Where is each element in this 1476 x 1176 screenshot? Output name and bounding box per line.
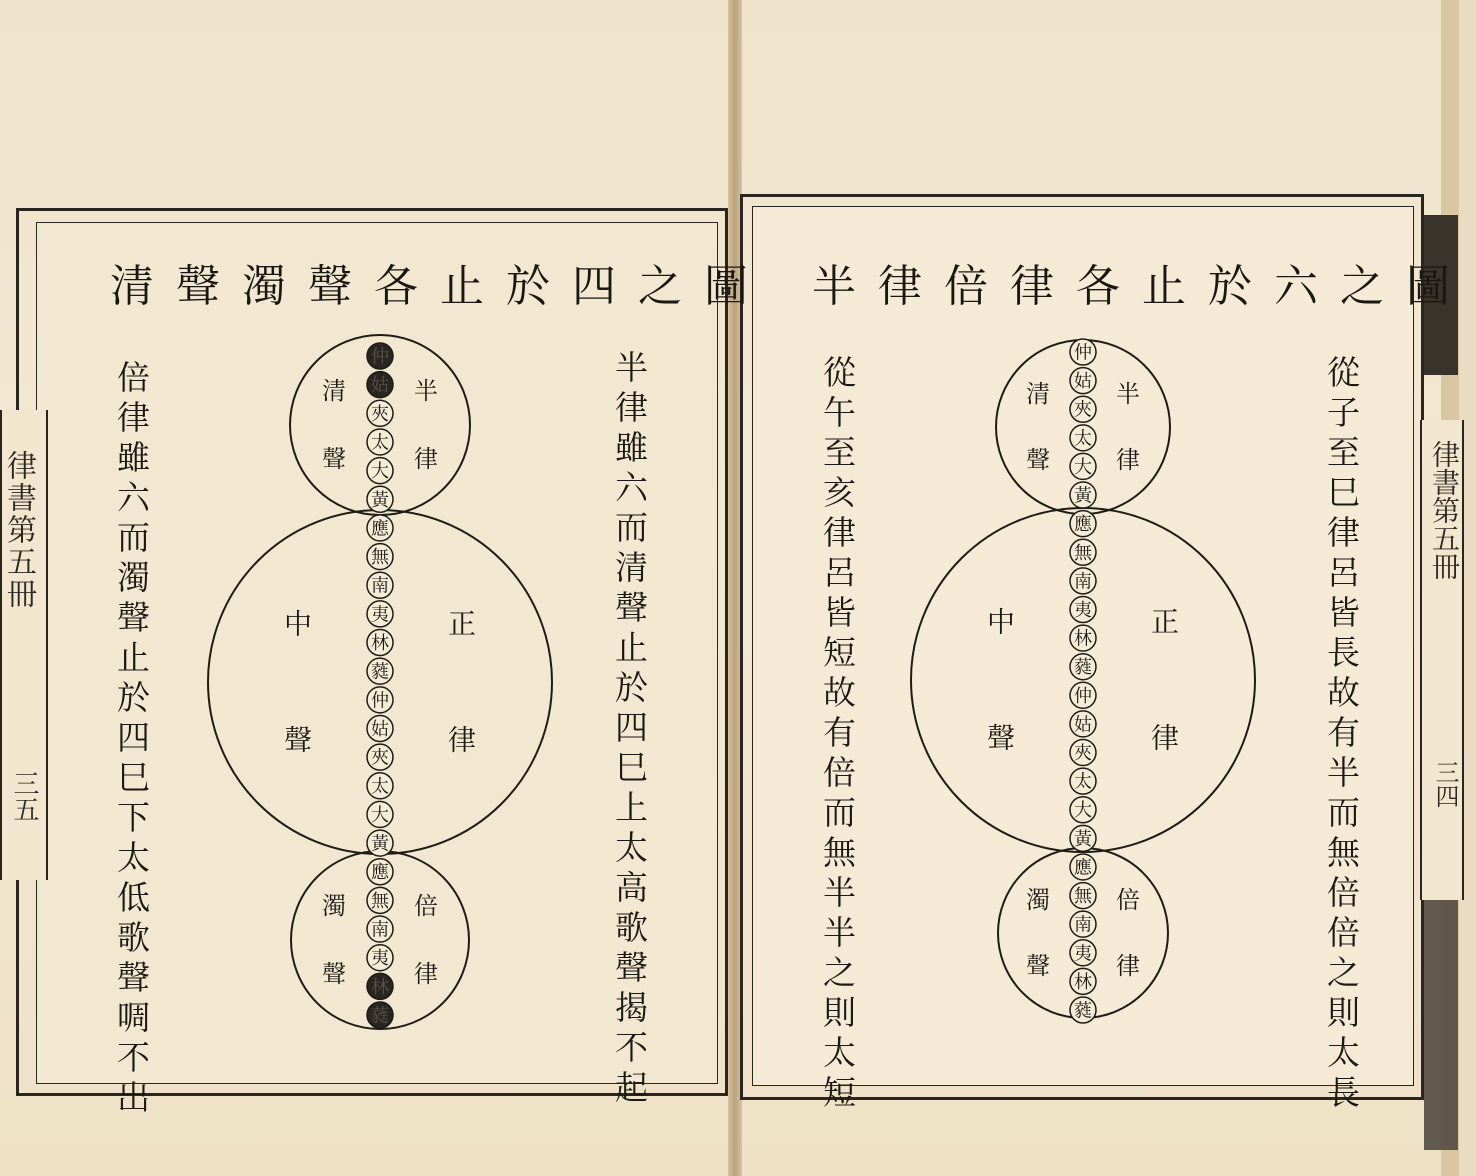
right-middle-label: 聲 bbox=[986, 721, 1016, 755]
right-note-11: 林 bbox=[1074, 628, 1092, 650]
right-note-19: 應 bbox=[1074, 857, 1092, 879]
right-top-label: 律 bbox=[1116, 446, 1140, 474]
left-note-7: 應 bbox=[371, 518, 389, 540]
left-note-22: 夷 bbox=[371, 948, 389, 970]
left-note-16: 太 bbox=[371, 776, 389, 798]
left-bottom-label: 倍 bbox=[414, 892, 438, 920]
left-note-3: 夾 bbox=[371, 403, 389, 425]
left-note-4: 太 bbox=[371, 432, 389, 454]
left-note-20: 無 bbox=[371, 890, 389, 912]
left-note-8: 無 bbox=[371, 547, 389, 569]
right-note-4: 太 bbox=[1074, 428, 1092, 450]
right-note-7: 應 bbox=[1074, 514, 1092, 536]
left-top-label: 半 bbox=[414, 377, 438, 405]
left-note-5: 大 bbox=[371, 461, 389, 483]
left-note-23: 林 bbox=[371, 976, 389, 998]
right-bottom-label: 濁 bbox=[1026, 886, 1050, 914]
right-note-12: 蕤 bbox=[1074, 657, 1092, 679]
left-top-label: 清 bbox=[322, 377, 346, 405]
right-note-6: 黃 bbox=[1074, 485, 1092, 507]
right-note-1: 仲 bbox=[1074, 342, 1092, 364]
left-note-18: 黃 bbox=[371, 833, 389, 855]
right-note-16: 太 bbox=[1074, 771, 1092, 793]
right-note-20: 無 bbox=[1074, 886, 1092, 908]
right-note-5: 大 bbox=[1074, 456, 1092, 478]
right-middle-label: 律 bbox=[1150, 721, 1180, 755]
left-page-right-note: 半律雖六而清聲止於四巳上太高歌聲揭不起 bbox=[610, 350, 649, 1110]
right-note-18: 黃 bbox=[1074, 828, 1092, 850]
right-bottom-label: 倍 bbox=[1116, 886, 1140, 914]
right-middle-label: 正 bbox=[1150, 605, 1180, 639]
left-page-number: 三五 bbox=[9, 770, 39, 822]
right-page-number: 三四 bbox=[1431, 760, 1459, 808]
right-note-2: 姑 bbox=[1074, 371, 1092, 393]
right-note-10: 夷 bbox=[1074, 599, 1092, 621]
right-note-9: 南 bbox=[1074, 571, 1092, 593]
left-note-13: 仲 bbox=[371, 690, 389, 712]
right-page-right-note: 從子至巳律呂皆長故有半而無倍倍之則太長 bbox=[1322, 355, 1361, 1115]
left-top-label: 律 bbox=[414, 445, 438, 473]
left-bottom-label: 律 bbox=[414, 960, 438, 988]
right-page-title: 半律倍律各止於六之圖 bbox=[812, 261, 1472, 312]
right-note-22: 夷 bbox=[1074, 943, 1092, 965]
left-page-left-note: 倍律雖六而濁聲止於四巳下太低歌聲啁不出 bbox=[112, 360, 151, 1120]
left-note-11: 林 bbox=[371, 633, 389, 655]
left-note-24: 蕤 bbox=[371, 1005, 389, 1027]
left-note-19: 應 bbox=[371, 862, 389, 884]
left-note-17: 大 bbox=[371, 804, 389, 826]
left-bottom-label: 濁 bbox=[322, 892, 346, 920]
left-page-title: 清聲濁聲各止於四之圖 bbox=[110, 261, 770, 312]
right-middle-label: 中 bbox=[986, 605, 1016, 639]
left-note-2: 姑 bbox=[371, 375, 389, 397]
left-note-1: 仲 bbox=[371, 346, 389, 368]
right-note-14: 姑 bbox=[1074, 714, 1092, 736]
left-margin-label: 律書第五冊 bbox=[1, 450, 36, 610]
right-note-15: 夾 bbox=[1074, 743, 1092, 765]
left-note-10: 夷 bbox=[371, 604, 389, 626]
left-middle-label: 律 bbox=[447, 723, 477, 757]
left-note-21: 南 bbox=[371, 919, 389, 941]
left-note-14: 姑 bbox=[371, 718, 389, 740]
right-bottom-label: 律 bbox=[1116, 952, 1140, 980]
left-note-9: 南 bbox=[371, 575, 389, 597]
right-margin-label: 律書第五冊 bbox=[1428, 440, 1461, 580]
left-note-12: 蕤 bbox=[371, 661, 389, 683]
left-note-15: 夾 bbox=[371, 747, 389, 769]
left-top-label: 聲 bbox=[322, 445, 346, 473]
right-note-17: 大 bbox=[1074, 800, 1092, 822]
left-middle-label: 中 bbox=[283, 607, 313, 641]
right-note-23: 林 bbox=[1074, 971, 1092, 993]
left-note-6: 黃 bbox=[371, 489, 389, 511]
right-bottom-label: 聲 bbox=[1026, 952, 1050, 980]
right-note-8: 無 bbox=[1074, 542, 1092, 564]
right-top-label: 清 bbox=[1026, 380, 1050, 408]
right-note-21: 南 bbox=[1074, 914, 1092, 936]
left-middle-label: 聲 bbox=[283, 723, 313, 757]
right-note-3: 夾 bbox=[1074, 399, 1092, 421]
left-middle-label: 正 bbox=[447, 607, 477, 641]
right-top-label: 聲 bbox=[1026, 446, 1050, 474]
right-note-13: 仲 bbox=[1074, 685, 1092, 707]
right-note-24: 蕤 bbox=[1074, 1000, 1092, 1022]
right-top-label: 半 bbox=[1116, 380, 1140, 408]
right-page-left-note: 從午至亥律呂皆短故有倍而無半半之則太短 bbox=[818, 355, 857, 1115]
left-bottom-label: 聲 bbox=[322, 960, 346, 988]
